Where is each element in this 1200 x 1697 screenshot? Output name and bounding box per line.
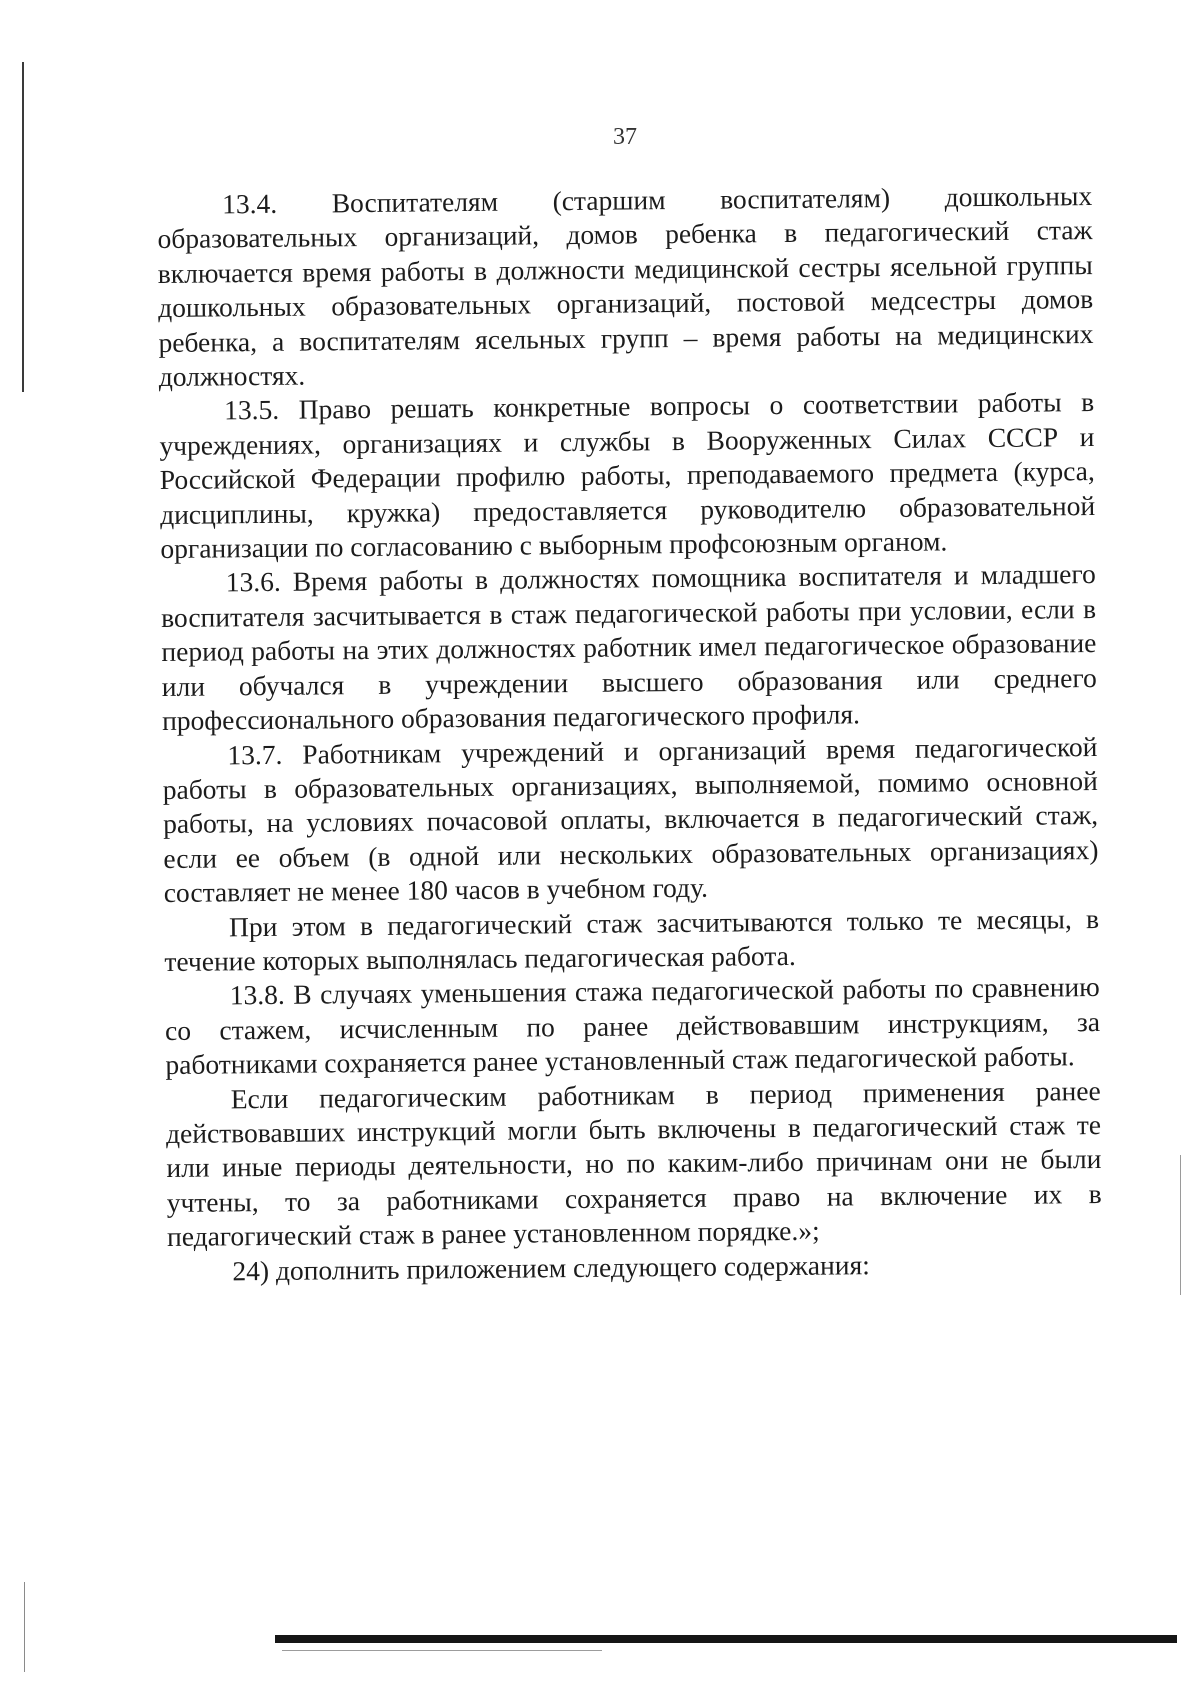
paragraph-13-8-note: Если педагогическим работникам в период применения ранее действовавших инструкций могли быть включены в педагогический стаж те или иные периоды деятельности, но по каким-либо причинам они не были учтены, то за работниками сохраняется право на включение их в педагогический стаж в ранее установленном порядке.»; [165, 1074, 1102, 1253]
scan-edge-line [24, 1582, 25, 1672]
paragraph-13-5: 13.5. Право решать конкретные вопросы о соответствии работы в учреждениях, организациях и службы в Вооруженных Силах СССР и Российской Федерации профилю работы, преподаваемого предмета (курса, дисциплины, кружка) предоставляется руководителю образовательной организации по согласованию с выборным профсоюзным органом. [159, 386, 1096, 565]
paragraph-13-7-note: При этом в педагогический стаж засчитываются только те месяцы, в течение которых выполнялась педагогическая работа. [164, 902, 1100, 977]
body-text [157, 179, 1103, 1289]
scan-edge-line [1180, 1155, 1181, 1295]
paragraph-13-4: 13.4. Воспитателям (старшим воспитателям) дошкольных образовательных организаций, домов ребенка в педагогический стаж включается время работы в должности медицинской сестры ясельной группы дошкольных образовательных организаций, постовой медсестры домов ребенка, а воспитателям ясельных групп – время работы на медицинских должностях. [157, 180, 1094, 393]
scan-edge-line [22, 62, 24, 392]
scan-bottom-line [282, 1650, 602, 1651]
page-number: 37 [613, 124, 637, 150]
paragraph-13-6: 13.6. Время работы в должностях помощника воспитателя и младшего воспитателя засчитывается в стаж педагогической работы при условии, если в период работы на этих должностях работник имел педагогическое образование или обучался в учреждении высшего образования или среднего профессионального образования педагогического профиля. [160, 558, 1097, 737]
scan-bottom-bar [275, 1635, 1177, 1643]
paragraph-13-7: 13.7. Работникам учреждений и организаций время педагогической работы в образовательных организациях, выполняемой, помимо основной работы, на условиях почасовой оплаты, включается в педагогический стаж, если ее объем (в одной или нескольких образовательных организациях) составляет не менее 180 часов в учебном году. [162, 730, 1099, 909]
paragraph-item-24: 24) дополнить приложением следующего содержания: [232, 1248, 870, 1286]
paragraph-13-8: 13.8. В случаях уменьшения стажа педагогической работы по сравнению со стажем, исчисленным по ранее действовавшим инструкциям, за работниками сохраняется ранее установленный стаж педагогической работы. [164, 971, 1101, 1081]
